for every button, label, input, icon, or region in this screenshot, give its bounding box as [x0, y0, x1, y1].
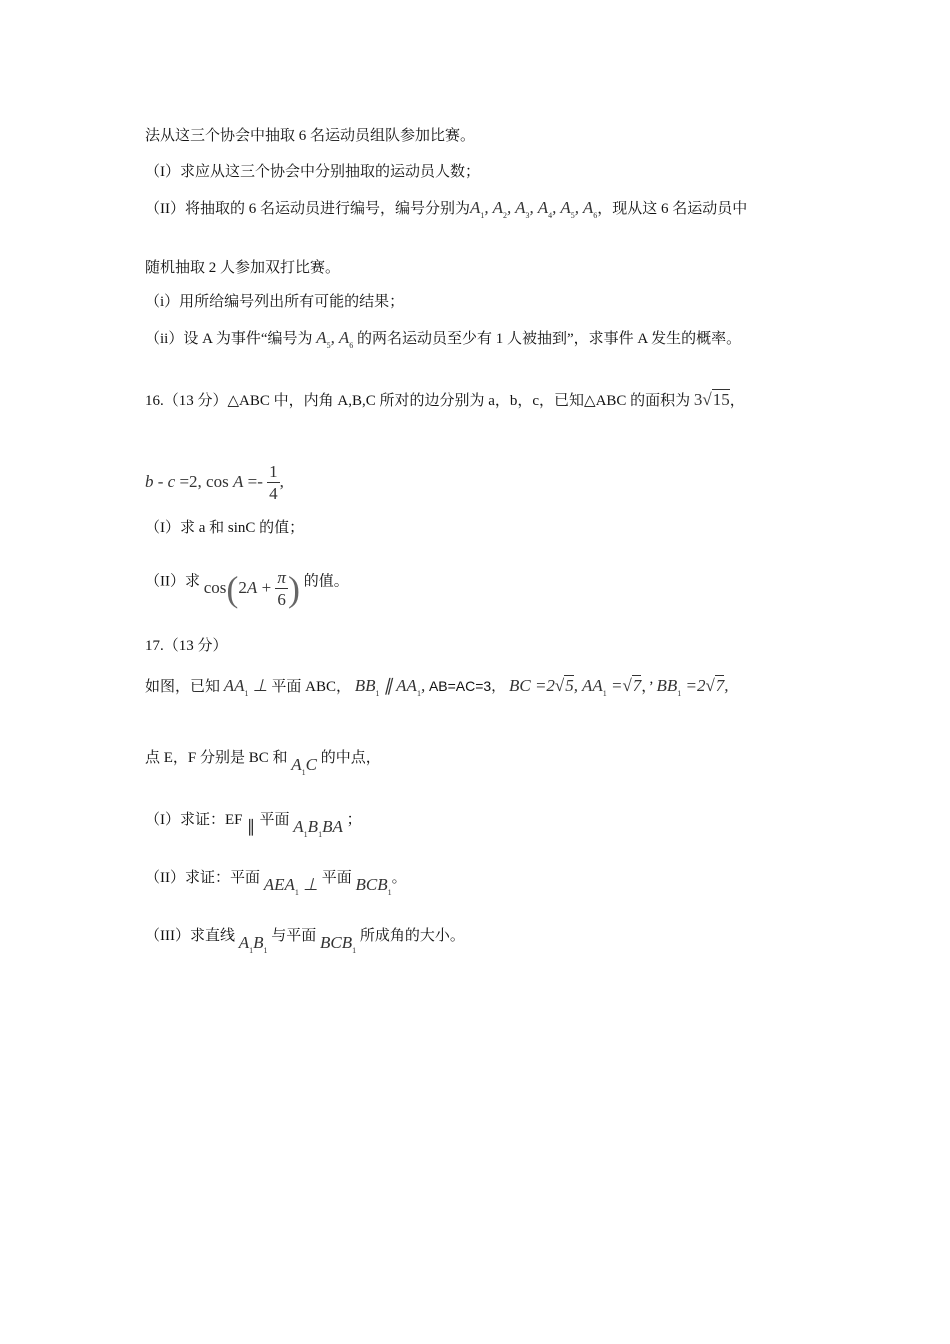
formula-a5-a6: $A_5$, $A_6$	[316, 328, 354, 350]
part-3-mid: 与平面	[271, 928, 317, 944]
givens-prefix: 如图，已知	[145, 679, 221, 695]
formula-area: 3√15	[693, 390, 730, 409]
points-prefix: 点 E，F 分别是 BC 和	[145, 750, 288, 766]
problem-16-part-1: （I）求 a 和 sinC 的值；	[145, 520, 305, 536]
part-2-tail: 的值。	[303, 573, 349, 590]
problem-17-part-1	[145, 810, 362, 845]
givens-ab-ac: AB=AC=3，	[428, 678, 506, 694]
part-2-prefix: （II）将抽取的 6 名运动员进行编号，编号分别为	[145, 201, 470, 217]
question-subpart-ii	[145, 328, 741, 356]
part-2-prefix: （II）求证：平面	[145, 870, 260, 886]
part-2-label: （II）求	[145, 573, 200, 590]
points-suffix: 的中点，	[320, 750, 381, 766]
part-2-suffix: 。	[391, 870, 407, 886]
formula-aea1-perp: $AEA_1$ ⊥	[263, 875, 318, 897]
parallel-symbol: ∥	[242, 817, 260, 836]
givens-plane: 平面 ABC，	[271, 679, 351, 695]
problem-16-text: 16.（13 分）△ABC 中，内角 A,B,C 所对的边分别为 a，b，c，已知△ABC 的面积为	[145, 393, 691, 409]
problem-16-heading	[145, 390, 745, 411]
formula-plane-bcb1: $BCB_1$	[320, 933, 357, 955]
problem-17-givens	[145, 676, 729, 704]
formula-bb1-parallel: $BB_1$ ∥ $AA_1$,	[354, 676, 426, 698]
problem-16-comma: ，	[729, 393, 745, 409]
part-3-suffix: 所成角的大小。	[359, 928, 465, 944]
question-part-1: （I）求应从这三个协会中分别抽取的运动员人数；	[145, 164, 480, 180]
text-line-1: 法从这三个协会中抽取 6 名运动员组队参加比赛。	[145, 128, 476, 144]
text-line-4: 随机抽取 2 人参加双打比赛。	[145, 260, 341, 276]
problem-17-points	[145, 748, 381, 783]
formula-athletes: $A_1$, $A_2$, $A_3$, $A_4$, $A_5$, $A_6$	[470, 198, 598, 220]
formula-bcb1: $BCB_1$	[355, 875, 392, 897]
problem-17-part-3	[145, 926, 465, 961]
formula-a1c: $A_1C$	[291, 755, 317, 777]
formula-plane-a1b1ba: $A_1B_1BA$	[293, 817, 343, 839]
formula-bb1-length: $BB_1 =2√7$,	[656, 676, 729, 698]
givens-sep: ，’	[641, 679, 653, 695]
formula-a1b1: $A_1B_1$	[238, 933, 268, 955]
part-2-suffix: ，现从这 6 名运动员中	[597, 201, 748, 217]
formula-cos: cos(2A + $\frac{\pi}{6}$ )	[203, 568, 300, 610]
formula-aa1-perp: $AA_1$ ⊥	[223, 676, 268, 698]
formula-given-conditions: b - c =2, cos A =- $\frac{1}{4}$ ,	[145, 462, 284, 503]
part-1-suffix: ；	[346, 812, 362, 828]
problem-16-part-2	[145, 568, 349, 611]
formula-lengths: BC =2√5, $AA_1 =√7$	[508, 676, 642, 698]
part-1-plane: 平面	[259, 812, 290, 828]
subpart-ii-prefix: （ii）设 A 为事件“编号为	[145, 331, 313, 347]
problem-17-part-2	[145, 868, 407, 903]
problem-17-heading: 17.（13 分）	[145, 638, 228, 654]
part-1-prefix: （I）求证：EF	[145, 812, 243, 828]
part-2-plane: 平面	[321, 870, 352, 886]
question-part-2	[145, 198, 747, 226]
question-subpart-i: （i）用所给编号列出所有可能的结果；	[145, 294, 405, 310]
subpart-ii-suffix: 的两名运动员至少有 1 人被抽到”，求事件 A 发生的概率。	[356, 331, 742, 347]
part-3-prefix: （III）求直线	[145, 928, 235, 944]
